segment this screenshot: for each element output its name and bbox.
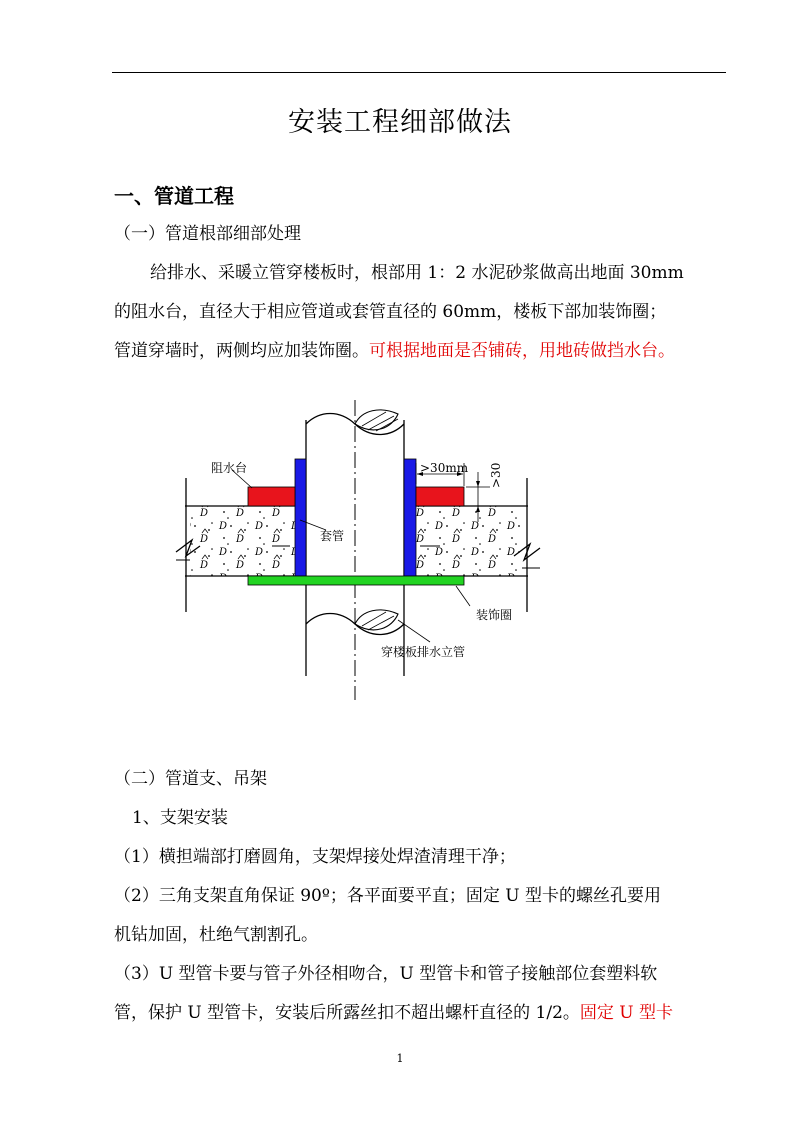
label-riser-pipe: 穿楼板排水立管 — [381, 645, 466, 659]
label-30mm: >30mm — [420, 461, 469, 475]
paragraph-line: （1）横担端部打磨圆角，支架焊接处焊渣清理干净； — [114, 847, 516, 867]
item-heading-support-install: 1、支架安装 — [132, 808, 228, 828]
label-decorative-ring: 装饰圈 — [476, 608, 513, 622]
slab-right — [416, 506, 521, 576]
slab-left — [190, 506, 295, 576]
subsection-heading-supports: （二）管道支、吊架 — [114, 769, 267, 789]
page-number: 1 — [396, 1052, 404, 1065]
highlight-text: 可根据地面是否铺砖，用地砖做挡水台。 — [369, 341, 675, 361]
page-title: 安装工程细部做法 — [288, 107, 512, 138]
paragraph-line: （2）三角支架直角保证 90º；各平面要平直；固定 U 型卡的螺丝孔要用 — [114, 886, 661, 906]
label-gt30: >30 — [489, 462, 503, 488]
paragraph-text: 管，保护 U 型管卡，安装后所露丝扣不超出螺杆直径的 1/2。 — [114, 1003, 580, 1023]
paragraph-line: 的阻水台，直径大于相应管道或套管直径的 60mm，楼板下部加装饰圈； — [114, 302, 667, 322]
label-sleeve: 套管 — [320, 529, 345, 543]
paragraph-text: 管道穿墙时，两侧均应加装饰圈。 — [114, 341, 369, 361]
water-stop-left — [248, 487, 295, 506]
label-water-stop: 阻水台 — [211, 461, 248, 475]
subsection-heading-pipe-root: （一）管道根部细部处理 — [114, 224, 301, 244]
paragraph-line: （3）U 型管卡要与管子外径相吻合，U 型管卡和管子接触部位套塑料软 — [114, 964, 658, 984]
decorative-ring — [248, 576, 464, 585]
paragraph-line: 给排水、采暖立管穿楼板时，根部用 1：2 水泥砂浆做高出地面 30mm — [150, 263, 684, 283]
highlight-text: 固定 U 型卡 — [579, 1003, 674, 1023]
sleeve-left — [295, 459, 306, 576]
paragraph-line — [114, 1005, 673, 1022]
paragraph-line: 机钻加固，杜绝气割割孔。 — [114, 925, 318, 945]
water-stop-right — [416, 487, 464, 506]
sleeve-right — [404, 459, 416, 576]
section-heading-pipe-engineering: 一、管道工程 — [114, 184, 234, 208]
